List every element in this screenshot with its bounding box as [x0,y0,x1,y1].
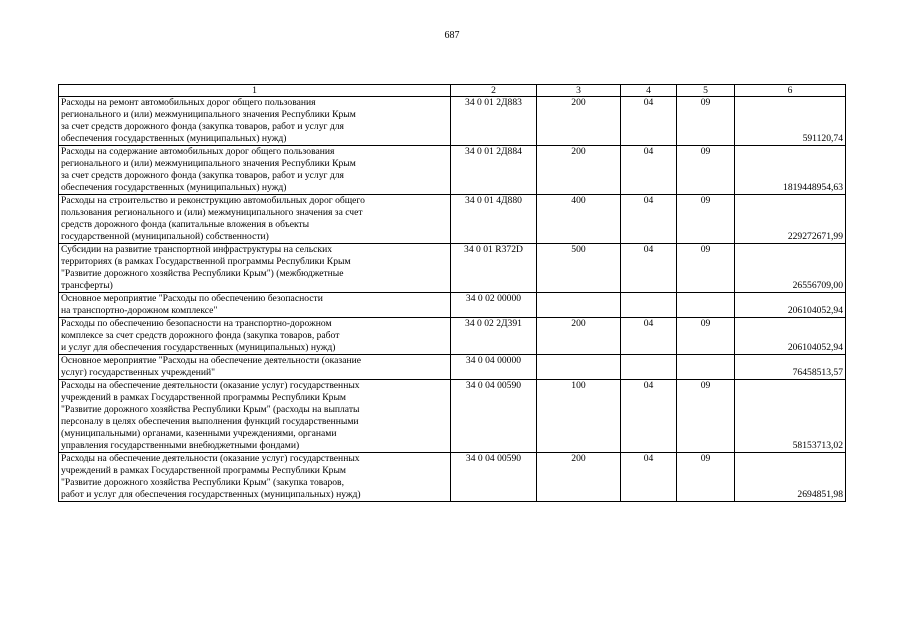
description-line: трансферты) [61,280,113,291]
row-col-4: 04 [621,453,677,502]
row-col-4 [621,355,677,380]
description-line: за счет средств дорожного фонда (закупка товаров, работ и услуг для [61,170,344,181]
column-header: 4 [621,85,677,97]
row-col-3: 200 [537,146,621,195]
row-code: 34 0 01 2Д883 [451,97,537,146]
description-line: "Развитие дорожного хозяйства Республики Крым" (расходы на выплаты [61,404,360,415]
row-col-3: 200 [537,453,621,502]
row-col-3 [537,293,621,318]
row-col-3: 400 [537,195,621,244]
row-col-5: 09 [677,244,735,293]
row-col-5: 09 [677,97,735,146]
table-row [59,97,846,146]
description-line: обеспечения государственных (муниципальных) нужд) [61,182,287,193]
row-description [59,146,451,195]
description-line: и услуг для обеспечения государственных (муниципальных) нужд) [61,342,336,353]
column-header: 5 [677,85,735,97]
row-col-5 [677,293,735,318]
budget-table [58,84,846,502]
row-amount: 26556709,00 [735,244,846,293]
description-line: регионального и (или) межмуниципального значения Республики Крым [61,158,356,169]
description-line: государственной (муниципальной) собственности) [61,231,269,242]
description-line: на транспортно-дорожном комплексе" [61,305,218,316]
row-code: 34 0 04 00000 [451,355,537,380]
row-code: 34 0 01 4Д880 [451,195,537,244]
table-row [59,355,846,380]
table-row [59,293,846,318]
row-col-5: 09 [677,453,735,502]
table-row [59,146,846,195]
description-line: пользования регионального и (или) межмуниципального значения за счет [61,207,363,218]
description-line: Субсидии на развитие транспортной инфраструктуры на сельских [61,244,332,255]
row-code: 34 0 04 00590 [451,380,537,453]
column-header: 2 [451,85,537,97]
row-description [59,293,451,318]
description-line: обеспечения государственных (муниципальных) нужд) [61,133,287,144]
description-line: Расходы на обеспечение деятельности (оказание услуг) государственных [61,380,360,391]
description-line: Расходы на строительство и реконструкцию автомобильных дорог общего [61,195,365,206]
table-row [59,453,846,502]
row-description [59,195,451,244]
row-col-4: 04 [621,195,677,244]
row-col-5: 09 [677,380,735,453]
row-col-5: 09 [677,146,735,195]
description-line: Расходы на обеспечение деятельности (оказание услуг) государственных [61,453,360,464]
description-line: персоналу в целях обеспечения выполнения функций государственными [61,416,359,427]
description-line: "Развитие дорожного хозяйства Республики Крым" (закупка товаров, [61,477,344,488]
row-col-5: 09 [677,318,735,355]
description-line: Расходы на содержание автомобильных дорог общего пользования [61,146,335,157]
table-row [59,244,846,293]
table-row [59,195,846,244]
column-header: 3 [537,85,621,97]
row-description [59,318,451,355]
row-col-4: 04 [621,318,677,355]
description-line: территориях (в рамках Государственной программы Республики Крым [61,256,351,267]
row-description [59,453,451,502]
row-col-4: 04 [621,97,677,146]
column-header: 1 [59,85,451,97]
description-line: (муниципальными) органами, казенными учреждениями, органами [61,428,337,439]
row-col-3: 200 [537,97,621,146]
row-col-4: 04 [621,244,677,293]
row-description [59,380,451,453]
table-row [59,380,846,453]
row-amount: 229272671,99 [735,195,846,244]
description-line: услуг) государственных учреждений" [61,367,216,378]
description-line: средств дорожного фонда (капитальные вложения в объекты [61,219,310,230]
description-line: учреждений в рамках Государственной программы Республики Крым [61,392,346,403]
row-col-5: 09 [677,195,735,244]
row-description [59,244,451,293]
row-amount: 206104052,94 [735,318,846,355]
description-line: Основное мероприятие "Расходы на обеспечение деятельности (оказание [61,355,361,366]
row-col-5 [677,355,735,380]
table-row [59,318,846,355]
description-line: Основное мероприятие "Расходы по обеспечению безопасности [61,293,323,304]
row-col-3: 100 [537,380,621,453]
description-line: Расходы по обеспечению безопасности на транспортно-дорожном [61,318,332,329]
header-row [59,85,846,97]
description-line: "Развитие дорожного хозяйства Республики Крым") (межбюджетные [61,268,344,279]
description-line: управления государственными внебюджетными фондами) [61,440,300,451]
description-line: регионального и (или) межмуниципального значения Республики Крым [61,109,356,120]
row-col-3 [537,355,621,380]
row-amount: 1819448954,63 [735,146,846,195]
description-line: учреждений в рамках Государственной программы Республики Крым [61,465,346,476]
row-col-4 [621,293,677,318]
description-line: комплексе за счет средств дорожного фонда (закупка товаров, работ [61,330,340,341]
row-col-4: 04 [621,380,677,453]
row-amount: 591120,74 [735,97,846,146]
description-line: за счет средств дорожного фонда (закупка товаров, работ и услуг для [61,121,344,132]
row-amount: 58153713,02 [735,380,846,453]
row-amount: 206104052,94 [735,293,846,318]
row-code: 34 0 01 R372D [451,244,537,293]
row-amount: 76458513,57 [735,355,846,380]
row-col-4: 04 [621,146,677,195]
page-number: 687 [444,30,460,41]
row-code: 34 0 01 2Д884 [451,146,537,195]
description-line: Расходы на ремонт автомобильных дорог общего пользования [61,97,316,108]
row-code: 34 0 02 2Д391 [451,318,537,355]
row-code: 34 0 04 00590 [451,453,537,502]
description-line: работ и услуг для обеспечения государственных (муниципальных) нужд) [61,489,361,500]
row-description [59,355,451,380]
row-description [59,97,451,146]
row-code: 34 0 02 00000 [451,293,537,318]
row-amount: 2694851,98 [735,453,846,502]
row-col-3: 200 [537,318,621,355]
column-header: 6 [735,85,846,97]
row-col-3: 500 [537,244,621,293]
